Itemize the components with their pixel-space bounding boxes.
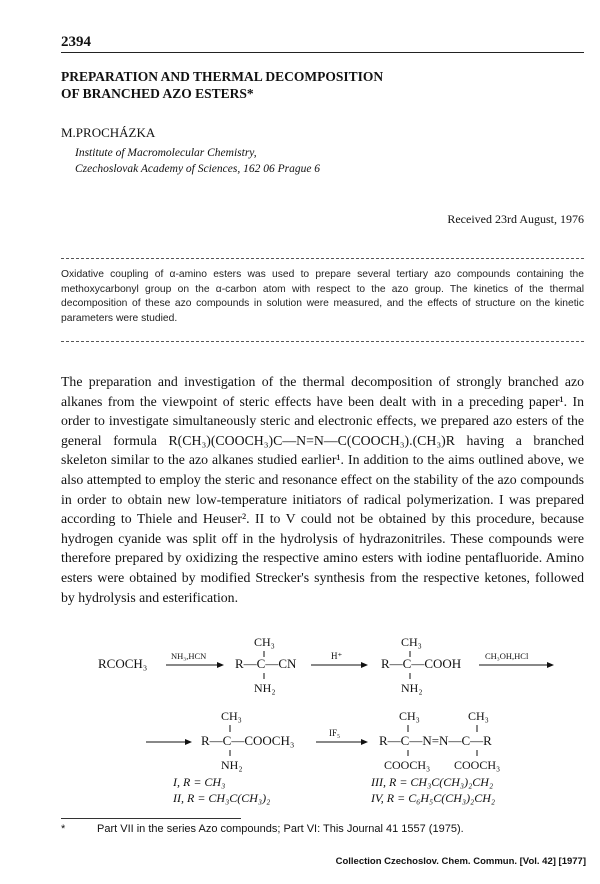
- scheme-azo: R—C—N=N—C—R: [379, 733, 492, 748]
- scheme-reagent-1: NH₃,HCN: [171, 651, 207, 661]
- body-paragraph: The preparation and investigation of the thermal decomposition of strongly branched azo alkanes from the viewpoint of steric effects have been dealt with in a preceding paper¹. In order to investigate simultaneously steric and electronic effects, we prepared azo esters of the general formula R(CH₃)(COOCH₃)C—N=N—C(COOCH₃).(CH₃)R having a branched skeleton similar to the azo alkanes studied earlier¹. In addition to the aims outlined above, we also attempted to employ the steric and resonance effect on the stability of the azo compounds in order to obtain new low-temperature initiators of radical polymerization. I was prepared according to Thiele and Heuser². II to V could not be obtained by this procedure, because hydrogen cyanide was split off in the hydrolysis of hydrazonitriles. These compounds were therefore prepared by oxidizing the respective amino esters with iodine pentafluoride. Amino esters were obtained by modified Strecker's synthesis from the respective ketones, followed by hydrolysis and esterification.: [61, 374, 584, 605]
- scheme-ester: R—C—COOCH₃: [201, 733, 295, 748]
- scheme-start: RCOCH₃: [98, 656, 148, 671]
- scheme-azo-cooch3-left: COOCH₃: [384, 758, 431, 772]
- header-rule: [61, 52, 584, 53]
- received-date: Received 23rd August, 1976: [447, 212, 584, 226]
- scheme-acid: R—C—COOH: [381, 656, 462, 671]
- scheme-acid-nh2: NH₂: [401, 681, 423, 695]
- scheme-legend-II: II, R = CH₃C(CH₃)₂: [173, 791, 271, 805]
- journal-citation: Collection Czechoslov. Chem. Commun. [Vol. 42] [1977]: [335, 856, 586, 867]
- scheme-reagent-4: IF₅: [329, 728, 341, 738]
- article-title: [61, 68, 541, 102]
- abstract-bottom-rule: [61, 341, 584, 342]
- body-text: [61, 372, 584, 607]
- footnote: [61, 823, 584, 835]
- scheme-ester-nh2: NH₂: [221, 758, 243, 772]
- scheme-azo-cooch3-right: COOCH₃: [454, 758, 501, 772]
- footnote-rule: [61, 818, 241, 819]
- scheme-legend-I: I, R = CH₃: [173, 775, 226, 789]
- footnote-text: Part VII in the series Azo compounds; Part VI: This Journal 41 1557 (1975).: [97, 823, 464, 835]
- title-line-1: PREPARATION AND THERMAL DECOMPOSITION: [61, 69, 384, 84]
- reaction-scheme: [61, 625, 584, 815]
- scheme-azo-ch3-right: CH₃: [468, 709, 489, 723]
- scheme-legend-IV: IV, R = C₆H₅C(CH₃)₂CH₂: [371, 791, 496, 805]
- scheme-legend-III: III, R = CH₃C(CH₃)₂CH₂: [371, 775, 494, 789]
- title-line-2: OF BRANCHED AZO ESTERS*: [61, 86, 254, 101]
- affiliation-line-2: Czechoslovak Academy of Sciences, 162 06 Prague 6: [75, 163, 321, 175]
- reaction-scheme-svg: [61, 625, 584, 815]
- scheme-reagent-3: CH₃OH,HCl: [485, 651, 529, 661]
- scheme-nitrile: R—C—CN: [235, 656, 297, 671]
- affiliation-line-1: Institute of Macromolecular Chemistry,: [75, 147, 257, 159]
- page-number: 2394: [61, 34, 91, 50]
- scheme-ester-ch3: CH₃: [221, 709, 242, 723]
- scheme-reagent-2: H⁺: [331, 651, 343, 661]
- scheme-acid-ch3: CH₃: [401, 635, 422, 649]
- author: M.PROCHÁZKA: [61, 125, 156, 140]
- footnote-mark: *: [61, 823, 66, 835]
- affiliation: [75, 145, 320, 177]
- scheme-azo-ch3-left: CH₃: [399, 709, 420, 723]
- abstract-top-rule: [61, 258, 584, 259]
- scheme-nitrile-nh2: NH₂: [254, 681, 276, 695]
- scheme-nitrile-ch3: CH₃: [254, 635, 275, 649]
- abstract: Oxidative coupling of α-amino esters was used to prepare several tertiary azo compounds containing the methoxycarbonyl group on the α-carbon atom with respect to the azo group. The kinetics of the thermal decomposition of these azo compounds in solution were measured, and the effects of structure on the kinetic parameters were studied.: [61, 269, 584, 324]
